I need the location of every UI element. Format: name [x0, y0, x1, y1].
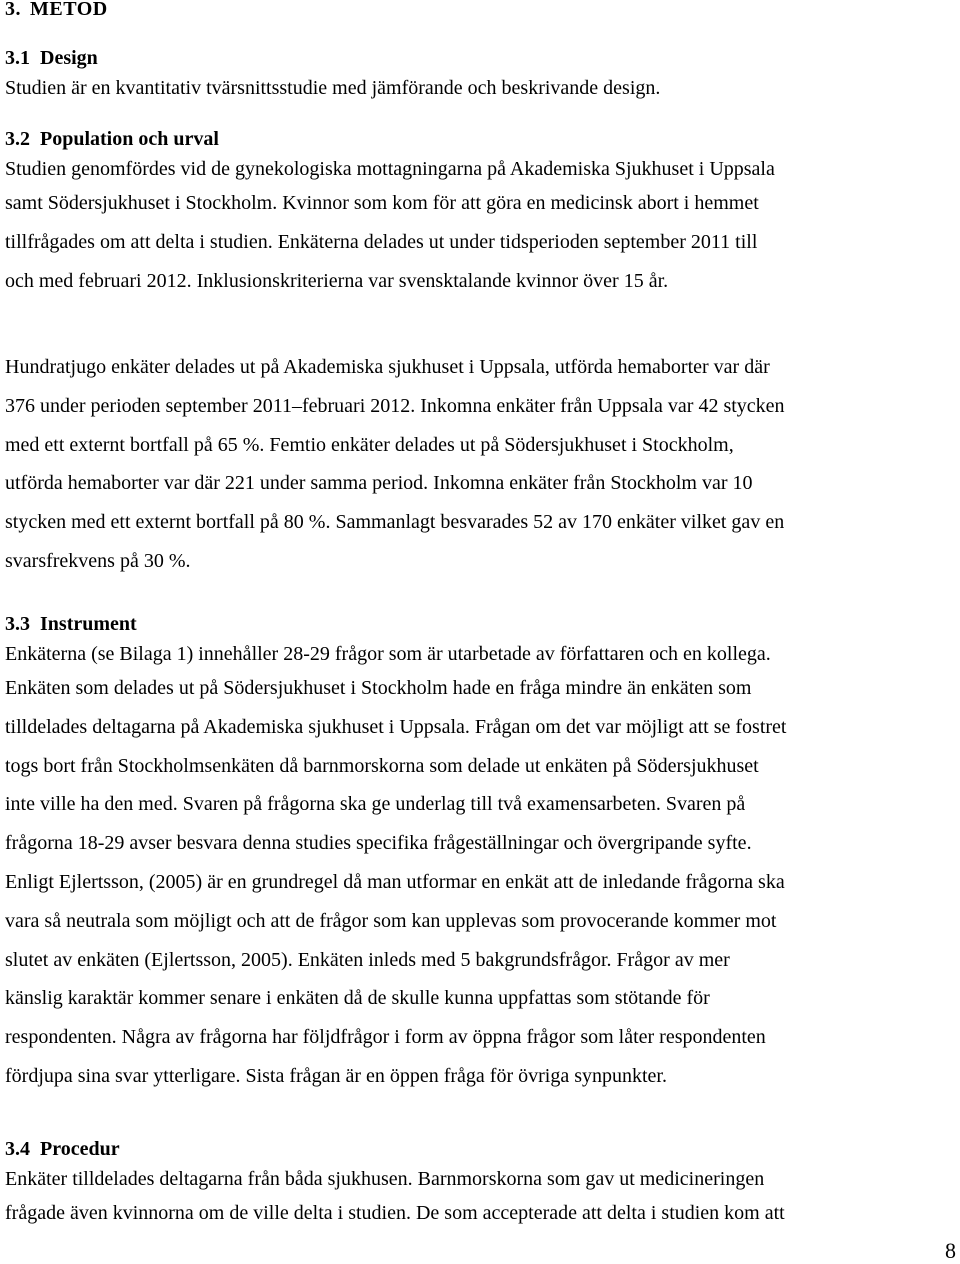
paragraph-line: frågorna 18-29 avser besvara denna studies specifika frågeställningar och övergripande syfte. [5, 832, 752, 855]
section-number: 3.2 [5, 128, 30, 150]
section-heading [5, 43, 660, 73]
section-population [5, 124, 775, 300]
paragraph-line: samt Södersjukhuset i Stockholm. Kvinnor som kom för att göra en medicinsk abort i hemmet [5, 192, 759, 214]
page-number: 8 [945, 1238, 956, 1263]
paragraph-line: känslig karaktär kommer senare i enkäten då de skulle kunna uppfattas som stötande för [5, 987, 710, 1010]
paragraph-line: med ett externt bortfall på 65 %. Femtio enkäter delades ut på Södersjukhuset i Stockholm, [5, 433, 734, 456]
section-heading [5, 1134, 785, 1164]
section-number: 3.1 [5, 47, 30, 69]
section-number: 3.3 [5, 613, 30, 635]
paragraph-line: slutet av enkäten (Ejlertsson, 2005). Enkäten inleds med 5 bakgrundsfrågor. Frågor av mer [5, 948, 730, 971]
chapter-number: 3. [5, 0, 21, 20]
section-title: Instrument [40, 613, 137, 635]
paragraph-line: togs bort från Stockholmsenkäten då barnmorskorna som delade ut enkäten på Södersjukhuset [5, 754, 759, 777]
chapter-title-text: METOD [30, 0, 108, 20]
paragraph-distribution [5, 348, 785, 581]
section-design [5, 43, 660, 103]
paragraph-line: frågade även kvinnorna om de ville delta i studien. De som accepterade att delta i studien kom att [5, 1202, 785, 1224]
section-title: Design [40, 47, 98, 69]
paragraph-line: 376 under perioden september 2011–februari 2012. Inkomna enkäter från Uppsala var 42 stycken [5, 394, 785, 417]
paragraph-line: Studien genomfördes vid de gynekologiska mottagningarna på Akademiska Sjukhuset i Uppsala [5, 158, 775, 180]
paragraph-line: tillfrågades om att delta i studien. Enkäterna delades ut under tidsperioden september 2011 till [5, 230, 758, 253]
chapter-heading [5, 0, 108, 22]
paragraph-line: Enligt Ejlertsson, (2005) är en grundregel då man utformar en enkät att de inledande frågorna ska [5, 870, 785, 893]
section-heading [5, 609, 786, 639]
paragraph-line: Studien är en kvantitativ tvärsnittsstudie med jämförande och beskrivande design. [5, 77, 661, 99]
paragraph-line: svarsfrekvens på 30 %. [5, 549, 191, 572]
paragraph-line: och med februari 2012. Inklusionskriterierna var svensktalande kvinnor över 15 år. [5, 269, 669, 292]
paragraph-line: inte ville ha den med. Svaren på frågorna ska ge underlag till två examensarbeten. Svaren på [5, 793, 746, 816]
paragraph-line: Enkäten som delades ut på Södersjukhuset i Stockholm hade en fråga mindre än enkäten som [5, 677, 752, 699]
section-number: 3.4 [5, 1138, 30, 1160]
paragraph-line: Hundratjugo enkäter delades ut på Akademiska sjukhuset i Uppsala, utförda hemaborter var där [5, 356, 770, 378]
section-procedure [5, 1134, 785, 1233]
paragraph-line: Enkäterna (se Bilaga 1) innehåller 28-29 frågor som är utarbetade av författaren och en kollega. [5, 643, 771, 665]
section-title: Population och urval [40, 128, 219, 150]
section-title: Procedur [40, 1138, 120, 1160]
section-instrument [5, 609, 786, 1096]
paragraph-line: respondenten. Några av frågorna har följdfrågor i form av öppna frågor som låter respondenten [5, 1026, 766, 1049]
paragraph-line: utförda hemaborter var där 221 under samma period. Inkomna enkäter från Stockholm var 10 [5, 472, 753, 495]
paragraph-line: tilldelades deltagarna på Akademiska sjukhuset i Uppsala. Frågan om det var möjligt att se fostret [5, 715, 787, 738]
paragraph-line: vara så neutrala som möjligt och att de frågor som kan upplevas som provocerande kommer mot [5, 909, 777, 932]
paragraph-line: Enkäter tilldelades deltagarna från båda sjukhusen. Barnmorskorna som gav ut medicineringen [5, 1168, 765, 1190]
paragraph-line: stycken med ett externt bortfall på 80 %. Sammanlagt besvarades 52 av 170 enkäter vilket gav en [5, 511, 785, 534]
paragraph-line: fördjupa sina svar ytterligare. Sista frågan är en öppen fråga för övriga synpunkter. [5, 1064, 667, 1087]
section-heading [5, 124, 775, 154]
